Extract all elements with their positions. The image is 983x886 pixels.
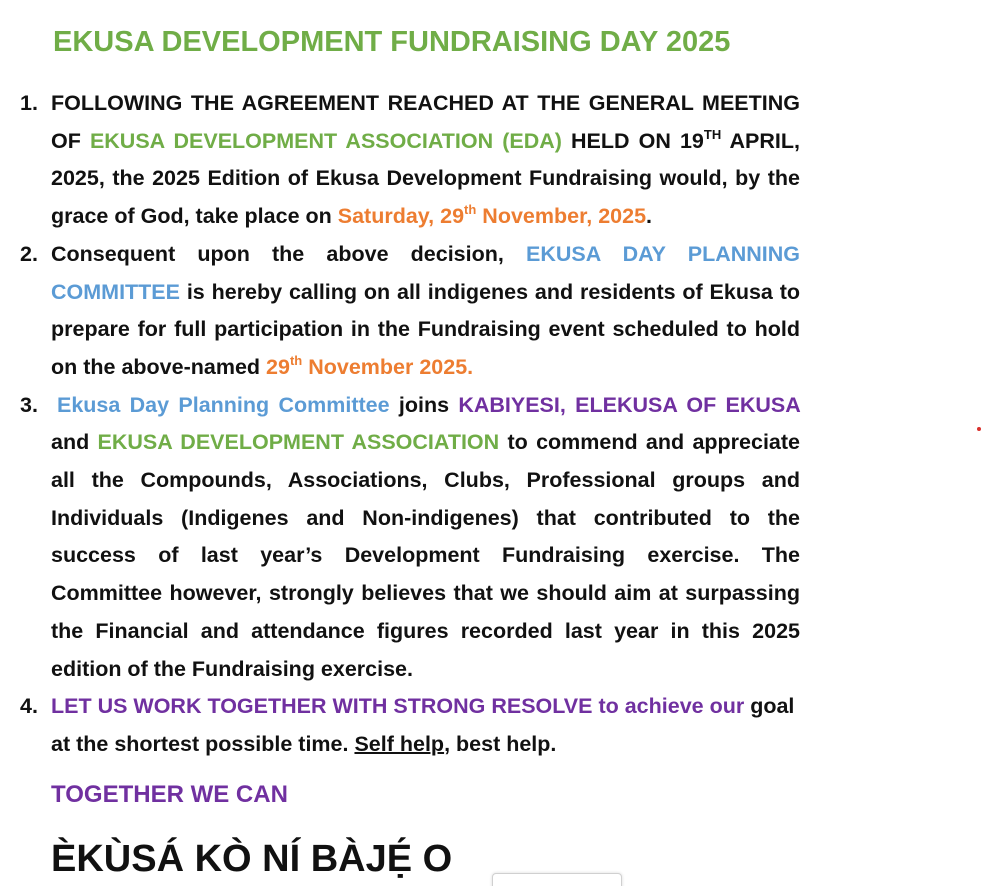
list-item-4 (20, 688, 800, 763)
event-date: November 2025. (302, 354, 474, 379)
item-text: Consequent upon the above decision, (51, 241, 526, 266)
list-number: 4. (20, 694, 38, 719)
list-number: 2. (20, 241, 38, 266)
item-text: and (51, 430, 98, 455)
list-number: 3. (20, 392, 38, 417)
list-item-1 (20, 85, 800, 236)
eda-name: EKUSA DEVELOPMENT ASSOCIATION (97, 430, 500, 455)
committee-name: Ekusa Day Planning Committee (57, 392, 390, 417)
item-text: FOLLOWING THE AGREEMENT REACHED AT THE GENERAL MEETING OF (51, 91, 800, 153)
slogan: LET US WORK TOGETHER WITH STRONG RESOLVE to achieve our (51, 694, 745, 719)
closing-slogan: ÈKÙSÁ KÒ NÍ BÀJẸ́ O (51, 838, 453, 880)
list-item-3 (20, 387, 800, 689)
item-text: is hereby calling on all indigenes and residents of Ekusa to prepare for full participation in the Fundraising event scheduled to hold on the above-named (51, 279, 800, 379)
item-text: joins (389, 392, 459, 417)
item-text: . (646, 204, 653, 229)
floating-panel[interactable] (492, 873, 622, 886)
self-help-text: Self help (354, 731, 445, 756)
document-title: EKUSA DEVELOPMENT FUNDRAISING DAY 2025 (53, 26, 731, 58)
committee-name: EKUSA DAY PLANNING COMMITTEE (51, 241, 801, 304)
event-date: Saturday, 29 (337, 204, 465, 229)
list-number: 1. (20, 91, 38, 115)
event-date: November, 2025 (476, 204, 647, 229)
kabiyesi-name: KABIYESI, ELEKUSA OF EKUSA (458, 392, 800, 417)
event-date: 29 (266, 354, 290, 379)
item-text: to commend and appreciate all the Compounds, Associations, Clubs, Professional groups and Individuals (Indigenes and Non-indigenes) that contributed to the success of last year’s Development Fundraising exercise. The Committee however, strongly believes that we should aim at surpassing the Financial and attendance figures recorded last year in this 2025 edition of the Fundraising exercise. (51, 430, 800, 681)
superscript: th (289, 352, 303, 368)
list-item-2 (20, 236, 801, 387)
together-we-can: TOGETHER WE CAN (51, 781, 288, 808)
item-text: HELD ON 19 (561, 128, 704, 153)
item-text: APRIL, 2025, the 2025 Edition of Ekusa Development Fundraising would, by the grace of God, take place on (51, 128, 800, 229)
superscript: TH (703, 126, 722, 142)
item-text: goal at the shortest possible time. (51, 694, 795, 756)
eda-name: EKUSA DEVELOPMENT ASSOCIATION (EDA) (89, 128, 562, 153)
red-dot-marker (977, 427, 981, 431)
item-text: , best help. (444, 731, 557, 756)
superscript: th (464, 202, 477, 218)
numbered-list (0, 85, 983, 764)
